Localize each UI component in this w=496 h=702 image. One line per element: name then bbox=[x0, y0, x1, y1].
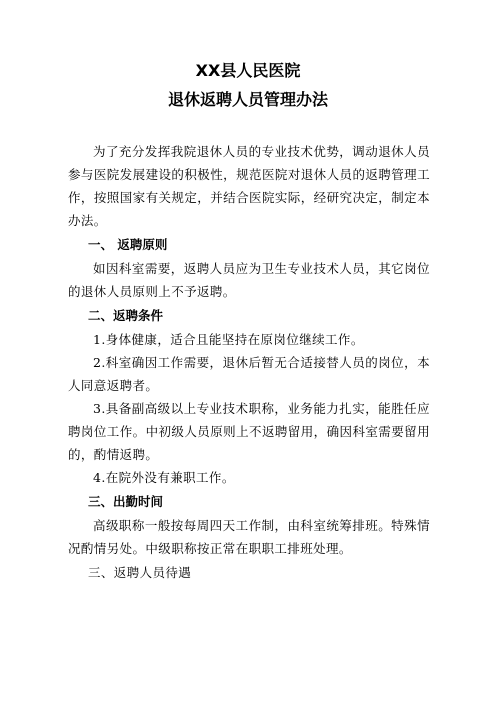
condition-item-4: 4.在院外没有兼职工作。 bbox=[93, 470, 235, 485]
section-paragraph: 高级职称一般按每周四天工作制，由科室统筹排班。特殊情况酌情另处。中级职称按正常在职职工排班处理。 bbox=[68, 518, 430, 556]
intro-paragraph: 为了充分发挥我院退休人员的专业技术优势，调动退休人员参与医院发展建设的积极性，规范医院对退休人员的返聘管理工作，按照国家有关规定，并结合医院实际，经研究决定，制定本办法。 bbox=[68, 144, 430, 228]
document-body bbox=[68, 140, 430, 584]
section-heading-conditions: 二、返聘条件 bbox=[88, 308, 164, 323]
section-paragraph: 如因科室需要，返聘人员应为卫生专业技术人员，其它岗位的退休人员原则上不予返聘。 bbox=[68, 261, 430, 299]
section-heading-benefits: 三、返聘人员待遇 bbox=[88, 565, 192, 580]
condition-item-2: 2.科室确因工作需要，退休后暂无合适接替人员的岗位，本人同意返聘者。 bbox=[68, 355, 430, 393]
condition-item-3: 3.具备副高级以上专业技术职称，业务能力扎实，能胜任应聘岗位工作。中初级人员原则上不返聘留用，确因科室需要留用的，酌情返聘。 bbox=[68, 401, 430, 462]
document-title-main: 退休返聘人员管理办法 bbox=[167, 90, 328, 109]
document-title-hospital: XX县人民医院 bbox=[195, 61, 301, 80]
section-heading-attendance: 三、出勤时间 bbox=[88, 494, 164, 509]
condition-item-1: 1.身体健康，适合且能坚持在原岗位继续工作。 bbox=[93, 332, 364, 347]
section-heading-principle: 一、 返聘原则 bbox=[88, 237, 168, 252]
